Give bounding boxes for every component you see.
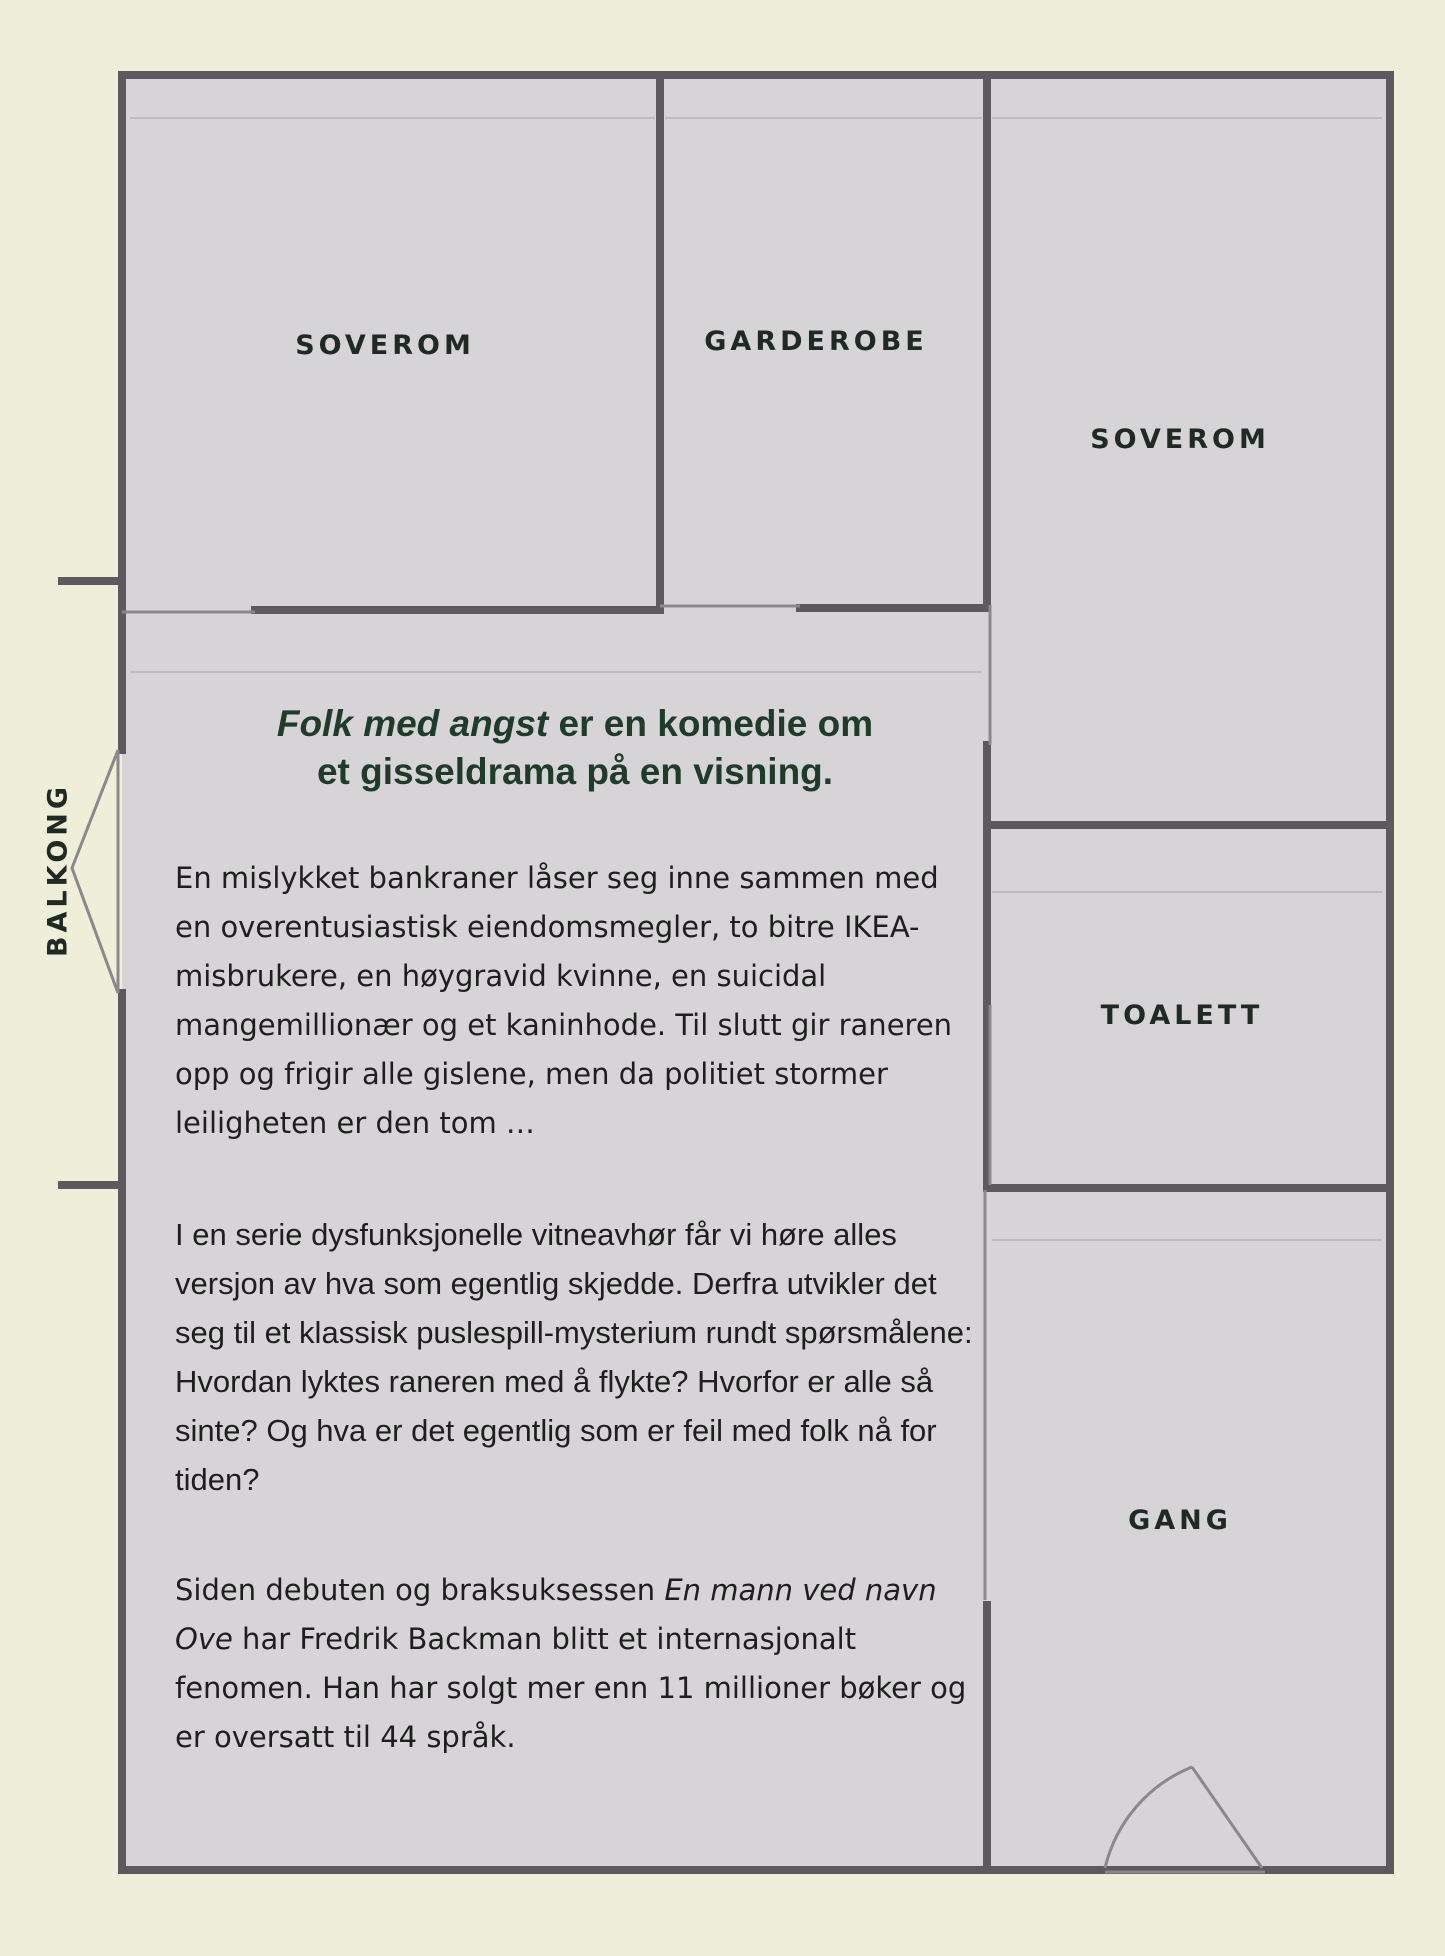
room-label-toilet: TOALETT	[1100, 1000, 1264, 1031]
blurb-paragraph-1: En mislykket bankraner låser seg inne sammen med en overentusiastisk eiendomsmegler, to bitre IKEA-misbrukere, en høygravid kvinne, en suicidal mangemillionær og et kaninhode. Til slutt gir raneren opp og frigir alle gislene, men da politiet stormer leiligheten er den tom …	[175, 861, 953, 1140]
room-label-bedroom-right: SOVEROM	[1090, 424, 1270, 455]
room-label-bedroom-left: SOVEROM	[295, 330, 475, 361]
room-label-hallway: GANG	[1128, 1505, 1232, 1536]
blurb-paragraph-2: I en serie dysfunksjonelle vitneavhør får vi høre alles versjon av hva som egentlig skjedde. Derfra utvikler det seg til et klassisk puslespill-mysterium rundt spørsmålene: Hvordan lyktes raneren med å flykte? Hvorfor er alle så sinte? Og hva er det egentlig som er feil med folk nå for tiden?	[175, 1217, 973, 1497]
headline-line2: et gisseldrama på en visning.	[316, 751, 834, 792]
author-text-start: Siden debuten og braksuksessen	[175, 1573, 665, 1607]
room-label-balcony: BALKONG	[42, 782, 74, 958]
headline-rest: er en komedie om	[548, 703, 874, 744]
room-label-wardrobe: GARDEROBE	[704, 326, 928, 357]
author-text-end: har Fredrik Backman blitt et internasjonalt fenomen. Han har solgt mer enn 11 millioner bøker og er oversatt til 44 språk.	[175, 1622, 967, 1754]
book-title: Folk med angst	[276, 703, 549, 744]
author-paragraph	[175, 1566, 975, 1762]
previous-book-title: En mann ved navn Ove	[175, 1573, 937, 1656]
blurb-headline	[175, 700, 975, 796]
back-cover-blurb	[175, 700, 975, 1824]
